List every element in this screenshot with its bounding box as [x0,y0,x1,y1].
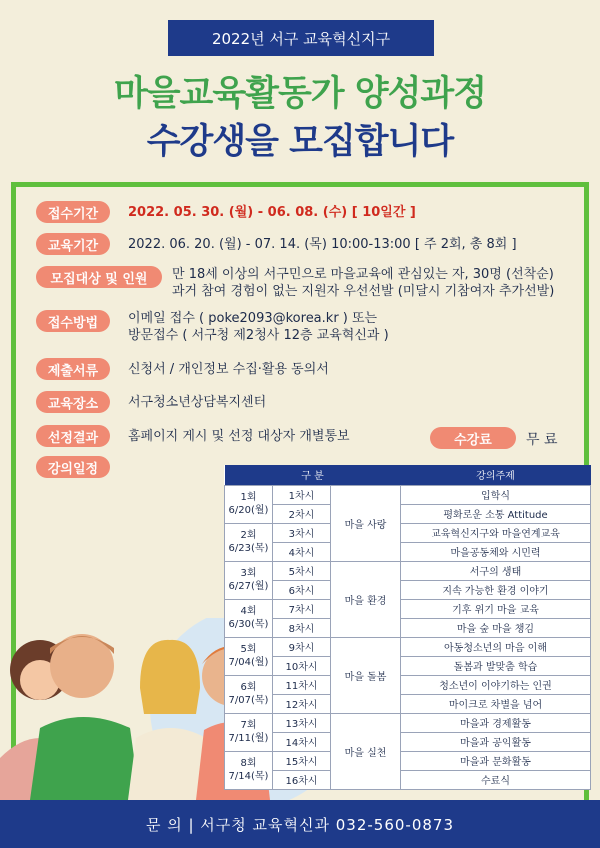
fee-pill: 수강료 [430,427,516,449]
topic-cell: 수료식 [401,770,591,789]
label-pill: 강의일정 [36,456,110,478]
row-method [36,310,389,344]
session-cell: 4회 6/30(목) [225,599,273,637]
topic-cell: 마을 숲 마을 챙김 [401,618,591,637]
row-value-2: 과거 참여 경험이 없는 지원자 우선선발 (미달시 기참여자 추가선발) [172,284,555,299]
label-pill: 선정결과 [36,425,110,447]
row-value: 만 18세 이상의 서구민으로 마을교육에 관심있는 자, 30명 (선착순) [172,267,554,282]
row-value: 이메일 접수 ( poke2093@korea.kr ) 또는 [128,311,378,326]
label-pill: 교육기간 [36,233,110,255]
topic-cell: 기후 위기 마을 교육 [401,599,591,618]
table-row [225,523,591,542]
label-pill: 모집대상 및 인원 [36,266,162,288]
theme-cell: 마을 환경 [331,561,401,637]
table-row [225,675,591,694]
row-schedule [36,456,110,478]
topic-cell: 마을과 공익활동 [401,732,591,751]
lesson-cell: 5차시 [273,561,331,580]
topic-cell: 돌봄과 발맞춤 학습 [401,656,591,675]
lesson-cell: 2차시 [273,504,331,523]
session-cell: 2회 6/23(목) [225,523,273,561]
lesson-cell: 14차시 [273,732,331,751]
session-cell: 6회 7/07(목) [225,675,273,713]
row-value: 신청서 / 개인정보 수집·활용 동의서 [128,362,329,377]
table-row [225,542,591,561]
row-registration-period [36,201,416,223]
table-row [225,504,591,523]
theme-cell: 마을 사랑 [331,485,401,561]
topic-cell: 평화로운 소통 Attitude [401,504,591,523]
table-header: 구 분 [225,465,401,485]
table-header: 강의주제 [401,465,591,485]
row-value: 2022. 05. 30. (월) - 06. 08. (수) [ 10일간 ] [128,205,416,220]
lecture-schedule-table [224,465,591,790]
lesson-cell: 1차시 [273,485,331,504]
lesson-cell: 8차시 [273,618,331,637]
session-cell: 3회 6/27(월) [225,561,273,599]
topic-cell: 지속 가능한 환경 이야기 [401,580,591,599]
session-cell: 8회 7/14(목) [225,751,273,789]
topic-cell: 마을과 경제활동 [401,713,591,732]
fee-value: 무 료 [526,432,558,448]
session-cell: 7회 7/11(월) [225,713,273,751]
label-pill: 제출서류 [36,358,110,380]
lesson-cell: 16차시 [273,770,331,789]
row-value-2: 방문접수 ( 서구청 제2청사 12층 교육혁신과 ) [128,328,389,343]
table-row [225,618,591,637]
topic-cell: 서구의 생태 [401,561,591,580]
table-row [225,580,591,599]
row-target [36,266,554,300]
lesson-cell: 13차시 [273,713,331,732]
topic-cell: 입학식 [401,485,591,504]
topic-cell: 아동청소년의 마음 이해 [401,637,591,656]
table-row [225,656,591,675]
theme-cell: 마을 실천 [331,713,401,789]
lesson-cell: 3차시 [273,523,331,542]
topic-cell: 청소년이 이야기하는 인권 [401,675,591,694]
topic-cell: 마을공동체와 시민력 [401,542,591,561]
lesson-cell: 11차시 [273,675,331,694]
title-line-2: 수강생을 모집합니다 [146,122,454,162]
topic-cell: 마이크로 차별을 넘어 [401,694,591,713]
row-value: 홈페이지 게시 및 선정 대상자 개별통보 [128,429,350,444]
table-row [225,694,591,713]
topic-cell: 교육혁신지구와 마을연계교육 [401,523,591,542]
label-pill: 교육장소 [36,391,110,413]
table-row [225,713,591,732]
label-pill: 접수방법 [36,310,110,332]
table-row [225,485,591,504]
table-row [225,751,591,770]
lesson-cell: 6차시 [273,580,331,599]
topic-cell: 마을과 문화활동 [401,751,591,770]
table-row [225,599,591,618]
row-education-period [36,233,517,255]
title-line-1: 마을교육활동가 양성과정 [113,74,487,114]
table-row [225,561,591,580]
top-banner: 2022년 서구 교육혁신지구 [168,20,434,56]
lesson-cell: 15차시 [273,751,331,770]
session-cell: 1회 6/20(월) [225,485,273,523]
lesson-cell: 7차시 [273,599,331,618]
row-result [36,425,350,447]
row-value: 서구청소년상담복지센터 [128,395,267,410]
label-pill: 접수기간 [36,201,110,223]
row-documents [36,358,329,380]
row-value: 2022. 06. 20. (월) - 07. 14. (목) 10:00-13:00 [ 주 2회, 총 8회 ] [128,237,517,252]
lesson-cell: 12차시 [273,694,331,713]
row-location [36,391,266,413]
session-cell: 5회 7/04(월) [225,637,273,675]
lesson-cell: 9차시 [273,637,331,656]
table-row [225,637,591,656]
table-row [225,770,591,789]
lesson-cell: 10차시 [273,656,331,675]
table-row [225,732,591,751]
lesson-cell: 4차시 [273,542,331,561]
contact-footer: 문 의 | 서구청 교육혁신과 032-560-0873 [0,800,600,848]
theme-cell: 마을 돌봄 [331,637,401,713]
